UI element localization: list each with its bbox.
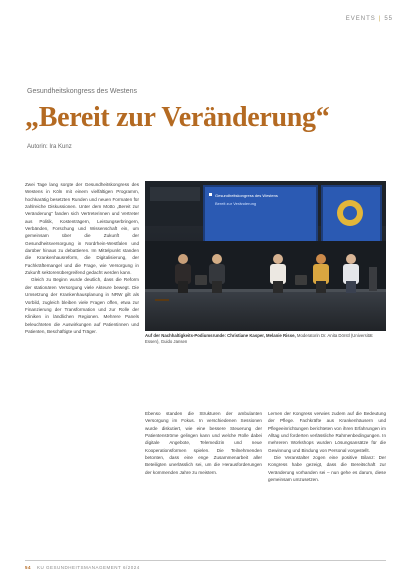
body-paragraph: Lernen der Kongress verwies zudem auf die Bedeutung der Pflege. Fachkräfte aus Krankenhäusern und Pflegeeinrichtungen berichteten von ihren Erfahrungen im Alltag und forderten verlässliche Rahmenbedingungen. In mehreren Workshops wurden Lösungsansätze für die Gewinnung und Bindung von Personal vorgestellt. [268, 411, 386, 453]
body-column-1 [25, 181, 139, 335]
caption-rest: Moderatorin Dr. Anita Dörstl (Universität Essen), Guido Jansen [145, 333, 373, 344]
body-column-2 [145, 410, 262, 476]
section-label: EVENTS [345, 16, 376, 22]
body-paragraph: Gleich zu Beginn wurde deutlich, dass die Reform der stationären Versorgung viele Akteure bewegt. Die Umsetzung der Krankenhausplanung in NRW gilt als Vorbild, zugleich bleiben viele Fragen offen, etwa zur Finanzierung der Transformation und zur Rolle der Kliniken in ländlichen Regionen. Mehrere Panels beleuchteten die Auswirkungen auf Patientinnen und Patienten, Beschäftigte und Träger. [25, 277, 139, 334]
body-paragraph: Die Veranstalter zogen eine positive Bilanz: Der Kongress habe gezeigt, dass die Bereitschaft zur Veränderung vorhanden sei – nun gehe es darum, diese gemeinsam umzusetzen. [268, 455, 386, 483]
body-column-3 [268, 410, 386, 483]
header-separator: | [378, 16, 382, 22]
footer-publication: KU GESUNDHEITSMANAGEMENT 6/2024 [37, 565, 140, 570]
body-paragraph: Zwei Tage lang sorgte der Gesundheitskongress des Westens in Köln mit einem vielfältigen Programm, hochkarätig besetzten Runden und neuen Formaten für zahlreiche Diskussionen. Unter dem Motto „Bereit zur Veränderung“ fanden sich Vertreterinnen und Vertreter aus Politik, Kostenträgern, Leistungserbringern, Verbänden, Forschung und Wissenschaft ein, um gemeinsam über die Zukunft der Gesundheitsversorgung in Nordrhein-Westfalen und darüber hinaus zu debattieren. Im Mittelpunkt standen die Krankenhausreform, die Digitalisierung, der Fachkräftemangel und die Frage, wie Versorgung in Zukunft sektorenübergreifend gedacht werden kann. [25, 182, 139, 276]
footer-page-number: 54 [25, 565, 32, 570]
page-footer [25, 565, 140, 570]
screen-text: Bereit zur Veränderung [215, 201, 257, 206]
running-header [346, 16, 393, 22]
article-headline: „Bereit zur Veränderung“ [25, 102, 330, 133]
event-photo [145, 181, 386, 331]
body-paragraph: Ebenso standen die Strukturen der ambulanten Versorgung im Fokus. In verschiedenen Sessionen wurde diskutiert, wie eine bessere Steuerung der Patientenströme gelingen kann und welche Rolle dabei digitale Angebote, Telemedizin und neue Kooperationsformen spielen. Die Teilnehmenden betonten, dass eine enge Zusammenarbeit aller Beteiligten unerlässlich sei, um die Herausforderungen der kommenden Jahre zu meistern. [145, 411, 262, 475]
header-page-number: 55 [384, 16, 393, 22]
article-byline: Autorin: Ira Kunz [27, 144, 72, 150]
caption-bold: Auf der Nachhaltigkeits-Podiumsrunde: Christiane Kasper, Melanie Risse, [145, 333, 296, 338]
article-kicker: Gesundheitskongress des Westens [27, 88, 137, 95]
footer-rule [25, 560, 386, 561]
screen-text: Gesundheitskongress des Westens [215, 193, 278, 198]
photo-caption [145, 333, 386, 344]
